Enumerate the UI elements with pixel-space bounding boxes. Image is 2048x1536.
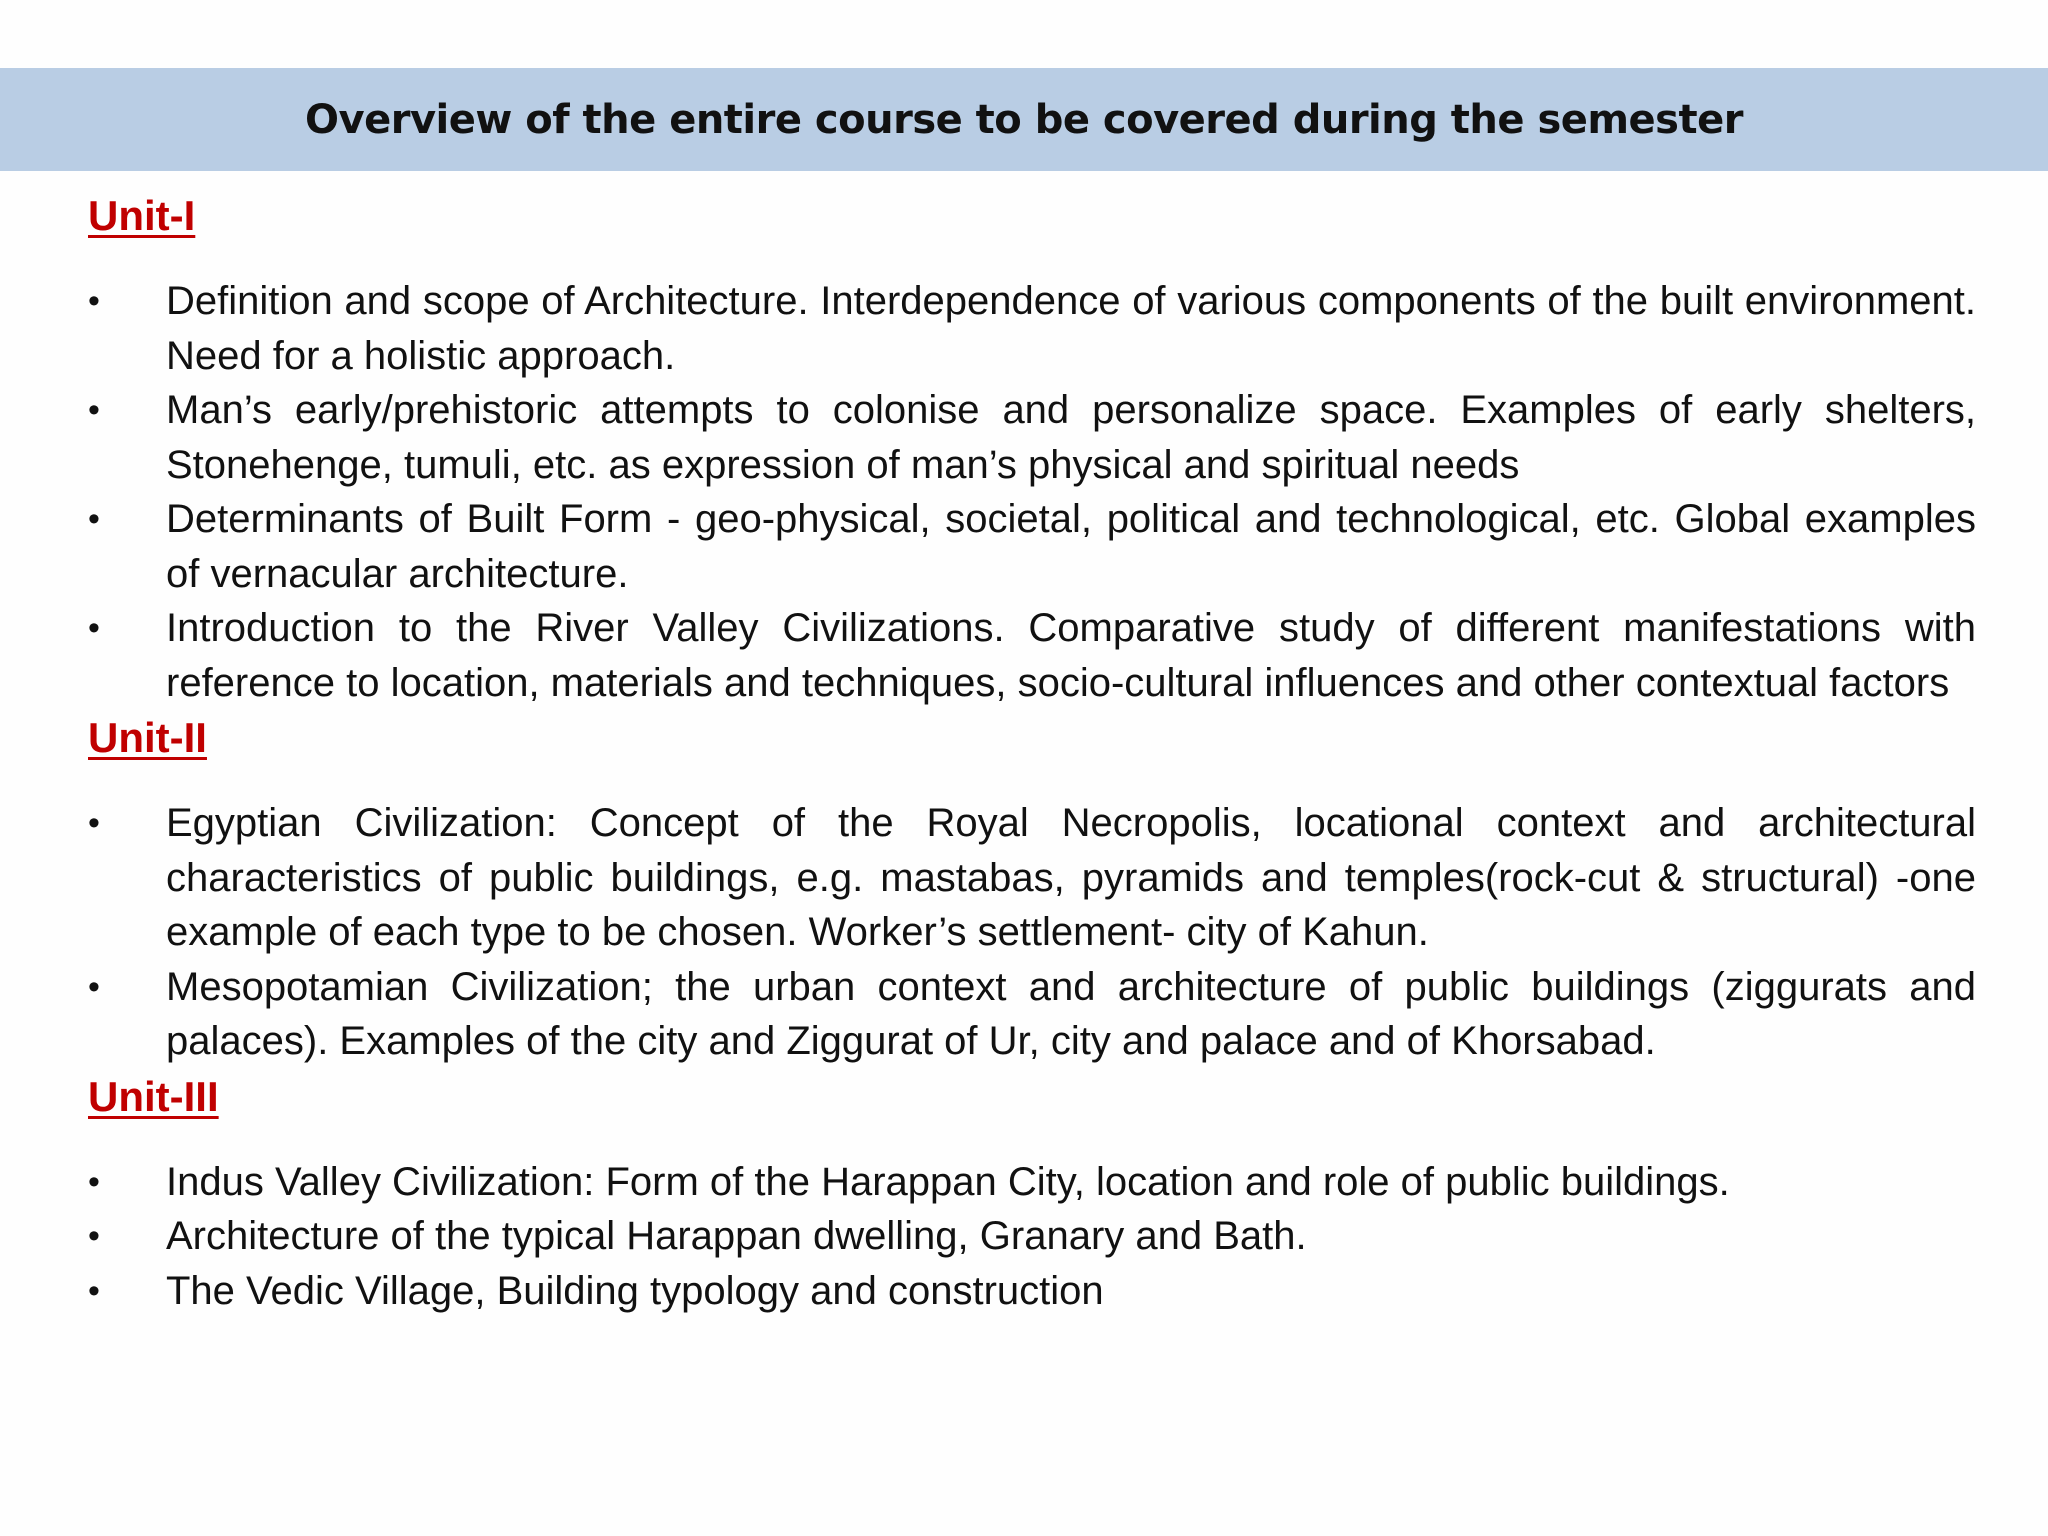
unit-block-2 xyxy=(88,710,1976,1069)
list-item-text: Egyptian Civilization: Concept of the Royal Necropolis, locational context and architectural characteristics of public buildings, e.g. mastabas, pyramids and temples(rock-cut & structural) -one example of each type to be chosen. Worker’s settlement- city of Kahun. xyxy=(166,801,1976,954)
course-content xyxy=(88,188,1976,1318)
bullet-icon: • xyxy=(88,1271,100,1310)
bullet-icon: • xyxy=(88,1217,100,1255)
bullet-icon: • xyxy=(88,609,100,647)
list-item-text: Architecture of the typical Harappan dwelling, Granary and Bath. xyxy=(166,1214,1307,1258)
page-title: Overview of the entire course to be covered during the semester xyxy=(305,96,1743,143)
list-item xyxy=(88,601,1976,710)
list-item-text: Mesopotamian Civilization; the urban context and architecture of public buildings (ziggurats and palaces). Examples of the city and Ziggurat of Ur, city and palace and of Khorsabad. xyxy=(166,964,1976,1063)
unit-heading: Unit-I xyxy=(88,192,196,239)
bullet-icon: • xyxy=(88,804,100,842)
list-item-text: The Vedic Village, Building typology and construction xyxy=(166,1268,1104,1313)
bullet-list xyxy=(88,1155,1976,1319)
bullet-list xyxy=(88,796,1976,1069)
bullet-icon: • xyxy=(88,391,100,429)
unit-heading: Unit-III xyxy=(88,1072,219,1120)
list-item xyxy=(88,960,1976,1069)
bullet-icon: • xyxy=(88,967,100,1006)
list-item-text: Indus Valley Civilization: Form of the Harappan City, location and role of public buildings. xyxy=(166,1159,1730,1204)
bullet-list xyxy=(88,274,1976,710)
bullet-icon: • xyxy=(88,282,100,320)
list-item-text: Introduction to the River Valley Civilizations. Comparative study of different manifestations with reference to location, materials and techniques, socio-cultural influences and other contextual factors xyxy=(166,606,1976,705)
list-item xyxy=(88,1155,1976,1210)
list-item-text: Definition and scope of Architecture. Interdependence of various components of the built environment. Need for a holistic approach. xyxy=(166,279,1976,378)
list-item xyxy=(88,383,1976,492)
bullet-icon: • xyxy=(88,1162,100,1201)
unit-block-1 xyxy=(88,188,1976,710)
list-item xyxy=(88,274,1976,383)
unit-block-3 xyxy=(88,1069,1976,1319)
list-item xyxy=(88,492,1976,601)
title-bar xyxy=(0,68,2048,171)
list-item xyxy=(88,1209,1976,1264)
list-item-text: Man’s early/prehistoric attempts to colonise and personalize space. Examples of early shelters, Stonehenge, tumuli, etc. as expression of man’s physical and spiritual needs xyxy=(166,388,1976,487)
list-item xyxy=(88,1264,1976,1319)
list-item-text: Determinants of Built Form - geo-physical, societal, political and technological, etc. Global examples of vernacular architecture. xyxy=(166,497,1976,596)
list-item xyxy=(88,796,1976,960)
bullet-icon: • xyxy=(88,500,100,538)
unit-heading: Unit-II xyxy=(88,714,207,761)
